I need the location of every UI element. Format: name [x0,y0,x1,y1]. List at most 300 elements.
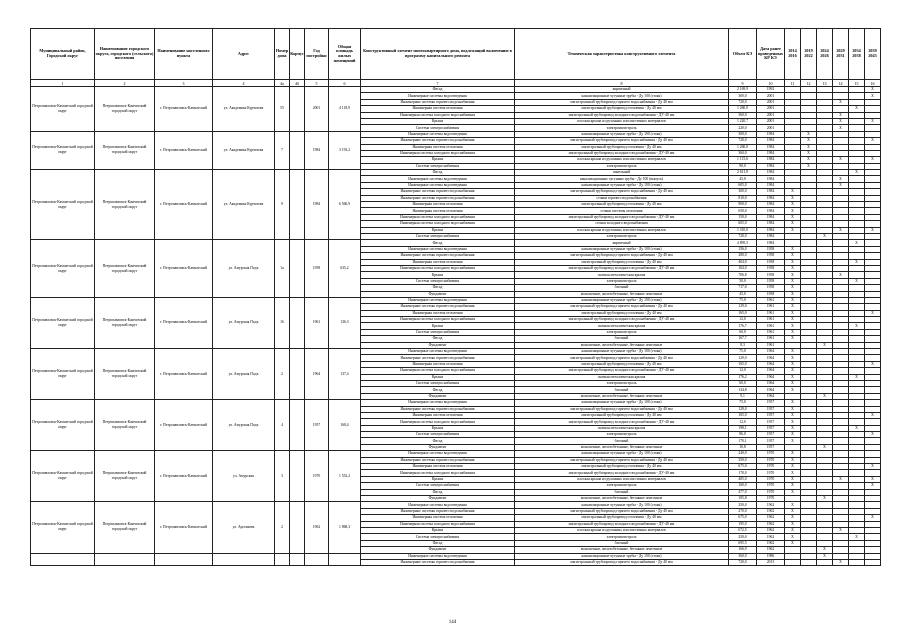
element-cell: Фасад [361,387,515,393]
prev-repair-date-cell: 1961 [757,336,785,342]
volume-cell: 176,7 [729,323,757,329]
period-2014-2016-cell: X [785,285,801,291]
volume-cell: 134,8 [729,387,757,393]
build-year-cell: 1984 [305,170,329,240]
volume-cell: 810,0 [729,195,757,201]
settlement-cell: Петропавловск-Камчатский городской округ [95,170,155,240]
prev-repair-date-cell: 1958 [757,246,785,252]
period-2029-2031-cell: X [833,176,849,182]
tech-spec-cell: магистральный трубопровод отопления - Ду 40 мм [515,412,729,418]
volume-cell: 405,0 [729,476,757,482]
locality-cell: г. Петропавловск-Камчатский [155,240,213,298]
volume-cell: 240,0 [729,451,757,457]
tech-spec-cell: стояки системы отопления [515,208,729,214]
period-2014-2016-cell: X [785,476,801,482]
col-address-header: Адрес [213,29,275,80]
period-2019-2022-cell: X [801,150,817,156]
period-2014-2016-cell: X [785,259,801,265]
period-2029-2031-cell: X [833,118,849,124]
period-2014-2016-cell: X [785,406,801,412]
element-cell: Инженерные системы горячего водоснабжения [361,99,515,105]
korpus-cell [290,349,305,400]
locality-cell: г. Петропавловск-Камчатский [155,87,213,132]
tech-spec-cell: магистральный трубопровод горячего водоснабжения - Ду 40 мм [515,406,729,412]
prev-repair-date-cell: 1984 [757,144,785,150]
tech-spec-cell: плоская крыша из рулонных или мастичных материалов [515,476,729,482]
volume-cell: 195,0 [729,521,757,527]
period-2014-2016-cell: X [785,323,801,329]
volume-cell: 12,0 [729,419,757,425]
prev-repair-date-cell: 1958 [757,253,785,259]
korpus-cell [290,451,305,502]
period-2039-2043-cell: X [865,361,881,367]
tech-spec-cell: скатная металлическая крыша [515,425,729,431]
period-2024-2026-cell: X [817,496,833,502]
element-cell: Фасад [361,240,515,246]
prev-repair-date-cell: 1957 [757,444,785,450]
prev-repair-date-cell: 1957 [757,400,785,406]
period-2034-2038-cell: X [849,278,865,284]
period-2014-2016-cell: X [785,329,801,335]
period-2029-2031-cell: X [833,157,849,163]
period-2039-2043-cell: X [865,87,881,93]
tech-spec-cell: блочный [515,336,729,342]
volume-cell: 170,1 [729,438,757,444]
build-year-cell: 1961 [305,297,329,348]
settlement-cell: Петропавловск-Камчатский городской округ [95,502,155,553]
period-2014-2016-cell: X [785,368,801,374]
volume-cell: 605,0 [729,221,757,227]
tech-spec-cell: монолитные, железобетонные, бетонные ленточные [515,496,729,502]
area-cell: 3 193,2 [329,131,361,169]
area-cell: 1 868,3 [329,502,361,553]
tech-spec-cell: электромагистраль [515,278,729,284]
element-cell: Инженерная система отопления [361,208,515,214]
tech-spec-cell: магистральный трубопровод холодного водоснабжения - ДУ-40 мм [515,521,729,527]
volume-cell: 350,0 [729,457,757,463]
tech-spec-cell: блочный [515,387,729,393]
tech-spec-cell: канализационные чугунные трубы - Ду 100 (стояк) [515,400,729,406]
period-2014-2016-cell: X [785,438,801,444]
element-cell: Инженерная система холодного водоснабжения [361,368,515,374]
tech-spec-cell: магистральный трубопровод горячего водоснабжения - Ду 40 мм [515,189,729,195]
col-year-header: Год постройки [305,29,329,80]
period-2039-2043-cell: X [865,310,881,316]
volume-cell: 675,0 [729,464,757,470]
element-cell: Инженерная система холодного водоснабжения [361,419,515,425]
locality-cell: г. Петропавловск-Камчатский [155,400,213,451]
tech-spec-cell: канализационные чугунные трубы - Ду 100 (стояк) [515,349,729,355]
settlement-cell: Петропавловск-Камчатский городской округ [95,349,155,400]
district-cell: Петропавловск-Камчатский городской округ [31,170,95,240]
prev-repair-date-cell: 1964 [757,374,785,380]
period-2014-2016-cell: X [785,189,801,195]
tech-spec-cell: магистральный трубопровод горячего водоснабжения - Ду 40 мм [515,304,729,310]
tech-spec-cell: магистральный трубопровод холодного водоснабжения - ДУ-40 мм [515,368,729,374]
period-2014-2016-cell: X [785,214,801,220]
period-2014-2016-cell: X [785,355,801,361]
volume-cell: 75,0 [729,400,757,406]
prev-repair-date-cell: 1958 [757,259,785,265]
house-number-cell: 55 [275,87,290,132]
build-year-cell: 2001 [305,87,329,132]
element-cell: Инженерная система отопления [361,259,515,265]
element-cell: Инженерные системы водоотведения [361,349,515,355]
volume-cell: 170,0 [729,470,757,476]
tech-spec-cell: монолитные, железобетонные, бетонные ленточные [515,342,729,348]
element-cell: Инженерные системы горячего водоснабжения [361,559,515,565]
prev-repair-date-cell: 1970 [757,451,785,457]
element-cell: Инженерные системы горячего водоснабжения [361,406,515,412]
house-number-cell: 7 [275,131,290,169]
prev-repair-date-cell: 1962 [757,508,785,514]
district-cell: Петропавловск-Камчатский городской округ [31,349,95,400]
tech-spec-cell: электромагистраль [515,380,729,386]
col-locality-header: Наименование населенного пункта [155,29,213,80]
period-2039-2043-cell: X [865,227,881,233]
period-2014-2016-cell: X [785,521,801,527]
period-2024-2026-cell [817,559,833,565]
tech-spec-cell: магистральный трубопровод отопления - Ду 40 мм [515,144,729,150]
volume-cell: 129,0 [729,304,757,310]
col-volume-header: Объем КЭ [729,29,757,80]
period-2019-2022-cell: X [801,138,817,144]
tech-spec-cell: канализационные чугунные трубы - Ду 100 (стояк) [515,451,729,457]
period-2014-2016-cell: X [785,272,801,278]
period-2014-2016-cell: X [785,489,801,495]
tech-spec-cell: монолитные, железобетонные, бетонные ленточные [515,393,729,399]
tech-spec-cell: плоская крыша из рулонных или мастичных материалов [515,527,729,533]
prev-repair-date-cell: 2001 [757,99,785,105]
prev-repair-date-cell: 1992 [757,87,785,93]
column-number-cell: 4 [213,80,275,87]
volume-cell: 2 611,9 [729,170,757,176]
period-2014-2016-cell: X [785,246,801,252]
area-cell: 136,3 [329,297,361,348]
tech-spec-cell: канализационные чугунные трубы - Ду 100 (стояк) [515,553,729,559]
volume-cell: 360,0 [729,553,757,559]
prev-repair-date-cell: 2001 [757,125,785,131]
period-2029-2031-cell: X [833,112,849,118]
address-cell: ул. Амурская Подъ [213,400,275,451]
period-2019-2022-cell: X [801,157,817,163]
element-cell: Инженерные системы водоотведения [361,502,515,508]
volume-cell: 8,3 [729,342,757,348]
element-cell: Фасад [361,489,515,495]
volume-cell: 129,0 [729,406,757,412]
volume-cell: 50,0 [729,278,757,284]
header-row [31,29,881,80]
area-cell: 137,4 [329,349,361,400]
settlement-cell [95,553,155,566]
prev-repair-date-cell: 1970 [757,483,785,489]
period-2029-2031-cell: X [833,182,849,188]
settlement-cell: Петропавловск-Камчатский городской округ [95,297,155,348]
tech-spec-cell: магистральный трубопровод отопления - Ду 40 мм [515,106,729,112]
period-2014-2016-cell: X [785,425,801,431]
period-2034-2038-cell: X [849,425,865,431]
prev-repair-date-cell: 1984 [757,157,785,163]
element-cell: Крыша [361,374,515,380]
district-cell: Петропавловск-Камчатский городской округ [31,400,95,451]
column-number-row [31,80,881,87]
prev-repair-date-cell: 1970 [757,476,785,482]
element-cell: Инженерная система отопления [361,310,515,316]
build-year-cell: 1984 [305,131,329,169]
element-cell: Фасад [361,285,515,291]
table-body [31,87,881,566]
period-2039-2043-cell: X [865,483,881,489]
build-year-cell: 1958 [305,240,329,298]
volume-cell: 720,0 [729,233,757,239]
element-cell: Система электроснабжения [361,233,515,239]
period-2029-2031-cell: X [833,125,849,131]
prev-repair-date-cell: 1962 [757,515,785,521]
settlement-cell: Петропавловск-Камчатский городской округ [95,240,155,298]
volume-cell: 477,0 [729,489,757,495]
prev-repair-date-cell: 1957 [757,438,785,444]
col-period-header: 2034 2038 [849,29,865,80]
build-year-cell: 1957 [305,400,329,451]
period-2034-2038-cell: X [849,323,865,329]
col-settlement-header: Наименование городского округа, городского (сельского) поселения [95,29,155,80]
col-period-header: 2019 2022 [801,29,817,80]
prev-repair-date-cell: 2013 [757,559,785,565]
volume-cell: 45,0 [729,291,757,297]
volume-cell: 605,0 [729,182,757,188]
period-2019-2022-cell: X [801,144,817,150]
build-year-cell: 1970 [305,451,329,502]
volume-cell: 166,9 [729,547,757,553]
element-cell: Система электроснабжения [361,329,515,335]
prev-repair-date-cell: 1962 [757,502,785,508]
tech-spec-cell: магистральный трубопровод отопления - Ду 40 мм [515,202,729,208]
volume-cell: 75,0 [729,297,757,303]
tech-spec-cell: магистральный трубопровод отопления - Ду 40 мм [515,361,729,367]
volume-cell: 60,0 [729,329,757,335]
volume-cell: 280,0 [729,253,757,259]
locality-cell: г. Петропавловск-Камчатский [155,131,213,169]
period-2014-2016-cell: X [785,278,801,284]
prev-repair-date-cell: 1984 [757,202,785,208]
locality-cell [155,553,213,566]
tech-spec-cell: блочный [515,438,729,444]
period-2014-2016-cell: X [785,202,801,208]
tech-spec-cell: монолитные, железобетонные, бетонные ленточные [515,291,729,297]
locality-cell: г. Петропавловск-Камчатский [155,297,213,348]
volume-cell: 706,8 [729,272,757,278]
capital-repair-program-page [30,28,881,566]
element-cell: Фундамент [361,547,515,553]
volume-cell: 2 169,9 [729,87,757,93]
period-2014-2016-cell: X [785,412,801,418]
prev-repair-date-cell: 1964 [757,361,785,367]
volume-cell: 1 260,0 [729,106,757,112]
korpus-cell [290,131,305,169]
element-cell: Крыша [361,323,515,329]
period-2014-2016-cell: X [785,195,801,201]
col-prev-repair-header: Дата ранее проведенных КР КЭ [757,29,785,80]
volume-cell: 360,0 [729,112,757,118]
tech-spec-cell: стояки горячего водоснабжения [515,195,729,201]
volume-cell: 404,0 [729,259,757,265]
prev-repair-date-cell: 1970 [757,457,785,463]
prev-repair-date-cell: 1958 [757,291,785,297]
tech-spec-cell: магистральный трубопровод горячего водоснабжения - Ду 40 мм [515,508,729,514]
prev-repair-date-cell: 1970 [757,489,785,495]
prev-repair-date-cell: 1957 [757,432,785,438]
prev-repair-date-cell: 1984 [757,176,785,182]
prev-repair-date-cell: 1958 [757,272,785,278]
house-number-cell: 4 [275,400,290,451]
volume-cell: 4 895,5 [729,240,757,246]
volume-cell: 12,0 [729,368,757,374]
period-2039-2043-cell: X [865,118,881,124]
district-cell: Петропавловск-Камчатский городской округ [31,240,95,298]
col-period-header: 2024 2026 [817,29,833,80]
prev-repair-date-cell: 1958 [757,265,785,271]
element-cell: Крыша [361,227,515,233]
element-cell: Инженерные системы горячего водоснабжения [361,195,515,201]
period-2029-2031-cell: X [833,272,849,278]
element-cell: Инженерная система отопления [361,515,515,521]
period-2014-2016-cell: X [785,483,801,489]
volume-cell: 12,0 [729,317,757,323]
period-2014-2016-cell: X [785,451,801,457]
address-cell: ул. Академика Курчатова [213,87,275,132]
tech-spec-cell: канализационные чугунные трубы - Ду 100 (стояк) [515,246,729,252]
element-cell: Фундамент [361,342,515,348]
area-cell: 635,2 [329,240,361,298]
column-number-cell: 4а [275,80,290,87]
period-2039-2043-cell: X [865,138,881,144]
element-cell: Инженерная система холодного водоснабжения [361,265,515,271]
page-number: 144 [448,620,457,625]
element-cell: Фасад [361,438,515,444]
element-cell: Инженерные системы водоотведения [361,131,515,137]
prev-repair-date-cell: 1962 [757,540,785,546]
element-cell: Крыша [361,157,515,163]
korpus-cell [290,87,305,132]
element-cell: Инженерная система отопления [361,106,515,112]
prev-repair-date-cell: 1961 [757,304,785,310]
period-2014-2016-cell: X [785,380,801,386]
period-2014-2016-cell: X [785,540,801,546]
period-2014-2016-cell: X [785,432,801,438]
locality-cell: г. Петропавловск-Камчатский [155,451,213,502]
volume-cell: 86,0 [729,432,757,438]
prev-repair-date-cell: 1958 [757,285,785,291]
element-cell: Инженерная система холодного водоснабжения [361,317,515,323]
column-number-cell: 9 [729,80,757,87]
period-2034-2038-cell: X [849,374,865,380]
tech-spec-cell: стояки холодного водоснабжения [515,221,729,227]
prev-repair-date-cell: 1957 [757,419,785,425]
period-2014-2016-cell: X [785,387,801,393]
tech-spec-cell: канализационные чугунные трубы - Ду 100 (стояк) [515,502,729,508]
area-cell: 168,4 [329,400,361,451]
prev-repair-date-cell: 1958 [757,278,785,284]
prev-repair-date-cell: 1984 [757,208,785,214]
period-2024-2026-cell: X [817,393,833,399]
house-number-cell: 2 [275,502,290,553]
prev-repair-date-cell: 1970 [757,496,785,502]
tech-spec-cell: магистральный трубопровод отопления - Ду 40 мм [515,464,729,470]
volume-cell: 250,0 [729,502,757,508]
locality-cell: г. Петропавловск-Камчатский [155,170,213,240]
period-2029-2031-cell: X [833,476,849,482]
column-number-cell: 6 [329,80,361,87]
prev-repair-date-cell: 1984 [757,240,785,246]
period-2034-2038-cell: X [849,170,865,176]
period-2014-2016-cell: X [785,253,801,259]
volume-cell: 165,0 [729,361,757,367]
period-2014-2016-cell: X [785,221,801,227]
period-2039-2043-cell: X [865,464,881,470]
column-number-cell: 12 [801,80,817,87]
prev-repair-date-cell: 1962 [757,521,785,527]
prev-repair-date-cell: 2001 [757,106,785,112]
period-2029-2031-cell: X [833,99,849,105]
prev-repair-date-cell: 1962 [757,534,785,540]
element-cell: Фасад [361,336,515,342]
prev-repair-date-cell: 1962 [757,547,785,553]
prev-repair-date-cell: 1984 [757,170,785,176]
column-number-cell: 1 [31,80,95,87]
build-year-cell [305,553,329,566]
volume-cell: 720,0 [729,559,757,565]
element-cell: Фасад [361,540,515,546]
prev-repair-date-cell: 1964 [757,368,785,374]
element-cell: Инженерные системы горячего водоснабжения [361,508,515,514]
period-2014-2016-cell: X [785,457,801,463]
column-number-cell: 10 [757,80,785,87]
period-2014-2016-cell: X [785,515,801,521]
tech-spec-cell: монолитные, железобетонные, бетонные ленточные [515,444,729,450]
address-cell: ул. Амурская Подъ [213,349,275,400]
locality-cell: г. Петропавловск-Камчатский [155,502,213,553]
tech-spec-cell: магистральный трубопровод холодного водоснабжения - ДУ-40 мм [515,150,729,156]
tech-spec-cell: магистральный трубопровод отопления - Ду 40 мм [515,259,729,265]
period-2039-2043-cell: X [865,432,881,438]
volume-cell: 90,0 [729,163,757,169]
volume-cell: 198,1 [729,425,757,431]
tech-spec-cell: магистральный трубопровод холодного водоснабжения - ДУ-40 мм [515,419,729,425]
period-2029-2031-cell: X [833,559,849,565]
tech-spec-cell: магистральный трубопровод горячего водоснабжения - Ду 40 мм [515,559,729,565]
element-cell: Инженерная система холодного водоснабжения [361,221,515,227]
period-2014-2016-cell: X [785,361,801,367]
period-2024-2026-cell: X [817,547,833,553]
element-cell: Инженерная система отопления [361,202,515,208]
prev-repair-date-cell: 2001 [757,112,785,118]
prev-repair-date-cell: 1964 [757,387,785,393]
period-2024-2026-cell: X [817,233,833,239]
element-cell: Инженерная система отопления [361,464,515,470]
column-number-cell: 4б [290,80,305,87]
prev-repair-date-cell: 1957 [757,425,785,431]
period-2034-2038-cell: X [849,534,865,540]
col-area-header: Общая площадь жилых помещений [329,29,361,80]
prev-repair-date-cell: 1962 [757,527,785,533]
tech-spec-cell: магистральный трубопровод холодного водоснабжения - ДУ-40 мм [515,470,729,476]
col-period-header: 2039 2043 [865,29,881,80]
element-cell: Система электроснабжения [361,278,515,284]
period-2039-2043-cell: X [865,412,881,418]
period-2019-2022-cell [801,559,817,565]
period-2014-2016-cell: X [785,464,801,470]
element-cell: Фасад [361,170,515,176]
